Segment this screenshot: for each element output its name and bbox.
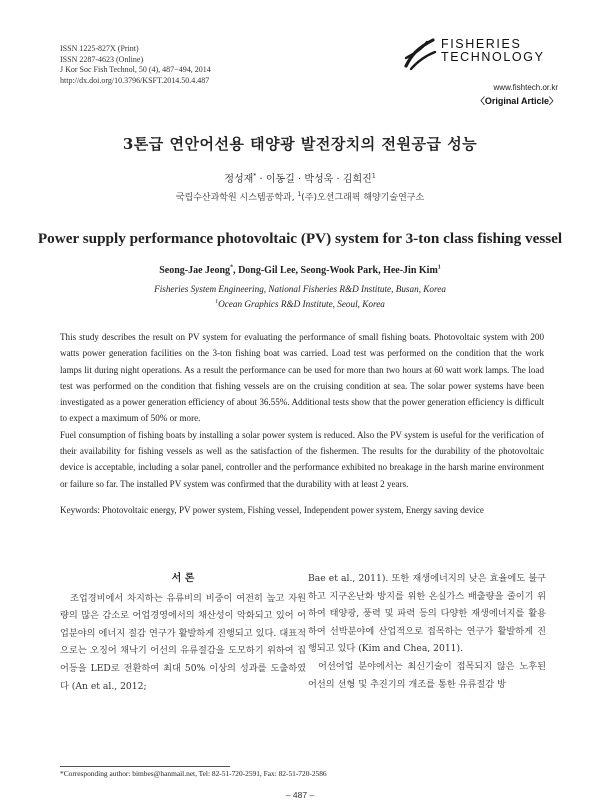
korean-affiliation-main: 국립수산과학원 시스템공학과,	[175, 193, 298, 203]
body-column-left	[60, 570, 306, 695]
english-affiliation-2-mark: 1	[215, 298, 219, 305]
logo-wordmark	[441, 38, 545, 64]
issn-online: ISSN 2287-4623 (Online)	[60, 54, 144, 64]
corresponding-author-footnote: *Corresponding author: bimbes@hanmail.net, Tel: 82-51-720-2591, Fax: 82-51-720-2586	[60, 769, 327, 778]
keywords: Keywords: Photovoltaic energy, PV power system, Fishing vessel, Independent power system, Energy saving device	[60, 505, 484, 515]
english-affiliation-2-text: Ocean Graphics R&D Institute, Seoul, Korea	[218, 299, 385, 309]
english-title: Power supply performance photovoltaic (PV) system for 3-ton class fishing vessel	[37, 230, 563, 247]
footnote-divider	[60, 766, 230, 767]
affiliation-mark: 1	[371, 172, 376, 180]
english-author-1: Seong-Jae Jeong	[159, 265, 231, 276]
korean-author-1: 정성재	[224, 174, 254, 185]
korean-other-authors: · 이동길 · 박성욱 · 김희진	[256, 174, 372, 185]
abstract-paragraph-1: This study describes the result on PV system for evaluating the performance of small fishing boats. Photovoltaic system with 200 watts power generation facilities on the 3-ton fishing boat was carried. Load test was performed on the condition that the work lamps lit during night operations. As a result the performance can be used for more than two hours at 60 watt work lamps. The load test was performed on the condition that fishing vessels are on the cruising condition at sea. The solar power systems have been investigated as a power generation efficiency of about 36.55%. Additional tests show that the power generation efficiency is difficult to expect a maximum of 50% or more.	[60, 332, 544, 424]
journal-logo	[403, 34, 558, 106]
body-paragraph-right-1: Bae et al., 2011). 또한 재생에너지의 낮은 효율에도 불구하고 지구온난화 방지를 위한 온실가스 배출량을 줄이기 위하여 태양광, 풍력 및 파력 등의 다양한 재생에너지를 활용하여 선박분야에 산업적으로 접목하는 연구가 활발하게 진행되고 있다 (Kim and Chea, 2011).	[308, 573, 546, 655]
issn-print: ISSN 1225-827X (Print)	[60, 44, 139, 53]
korean-affiliation	[0, 190, 600, 203]
korean-affiliation-second: (주)오션그래픽 해양기술연구소	[301, 193, 425, 203]
corresponding-mark: *	[253, 172, 257, 180]
logo-line-1: FISHERIES	[441, 37, 522, 51]
journal-citation: J Kor Soc Fish Technol, 50 (4), 487−494, 2014	[60, 65, 211, 74]
abstract-paragraph-2: Fuel consumption of fishing boats by installing a solar power system is reduced. Also the PV system is useful for the verification of their availability for fishing vessels as well as the satisfaction of the fishermen. The results for the durability of the photovoltaic device is acceptable, including a solar panel, controller and the performance exhibited no breakage in the harsh marine environment or failure so far. The installed PV system was confirmed that the durability with at least 2 years.	[60, 429, 544, 489]
abstract	[60, 329, 544, 492]
english-authors	[0, 265, 600, 276]
english-affiliation-1: Fisheries System Engineering, National Fisheries R&D Institute, Busan, Korea	[154, 284, 446, 294]
body-column-right	[308, 570, 546, 693]
english-other-authors: , Dong-Gil Lee, Seong-Wook Park, Hee-Jin Kim	[233, 265, 438, 276]
korean-authors	[0, 170, 600, 185]
journal-meta	[60, 44, 211, 86]
english-affiliation-2	[0, 299, 600, 309]
fisheries-logo-icon	[403, 36, 437, 72]
journal-url[interactable]: www.fishtech.or.kr	[493, 83, 558, 92]
logo-line-2: TECHNOLOGY	[441, 50, 545, 64]
english-corresponding-mark: *	[230, 264, 234, 271]
english-affiliation-mark: 1	[437, 264, 441, 271]
korean-affiliation-mark: 1	[297, 191, 302, 198]
page-number: – 487 –	[285, 790, 315, 800]
korean-title: 3톤급 연안어선용 태양광 발전장치의 전원공급 성능	[122, 135, 478, 153]
section-title-introduction: 서 론	[171, 573, 195, 584]
doi-link[interactable]: http://dx.doi.org/10.3796/KSFT.2014.50.4.487	[60, 75, 210, 85]
body-paragraph-left: 조업경비에서 차지하는 유류비의 비중이 여전히 높고 자원량의 많은 감소로 어업경영에서의 채산성이 악화되고 있어 어업분야의 에너지 절감 연구가 활발하게 진행되고 있다. 대표적으로는 오징어 채낙기 어선의 유류절감을 도모하기 위하여 집어등을 LED로 전환하여 최대 50% 이상의 성과를 도출하였다 (An et al., 2012;	[60, 592, 306, 692]
body-paragraph-right-2: 어선어업 분야에서는 최신기술이 접목되지 않은 노후된 어선의 선형 및 추진기의 개조를 통한 유류절감 방	[308, 660, 546, 690]
article-type-label: 〈Original Article〉	[475, 96, 558, 106]
